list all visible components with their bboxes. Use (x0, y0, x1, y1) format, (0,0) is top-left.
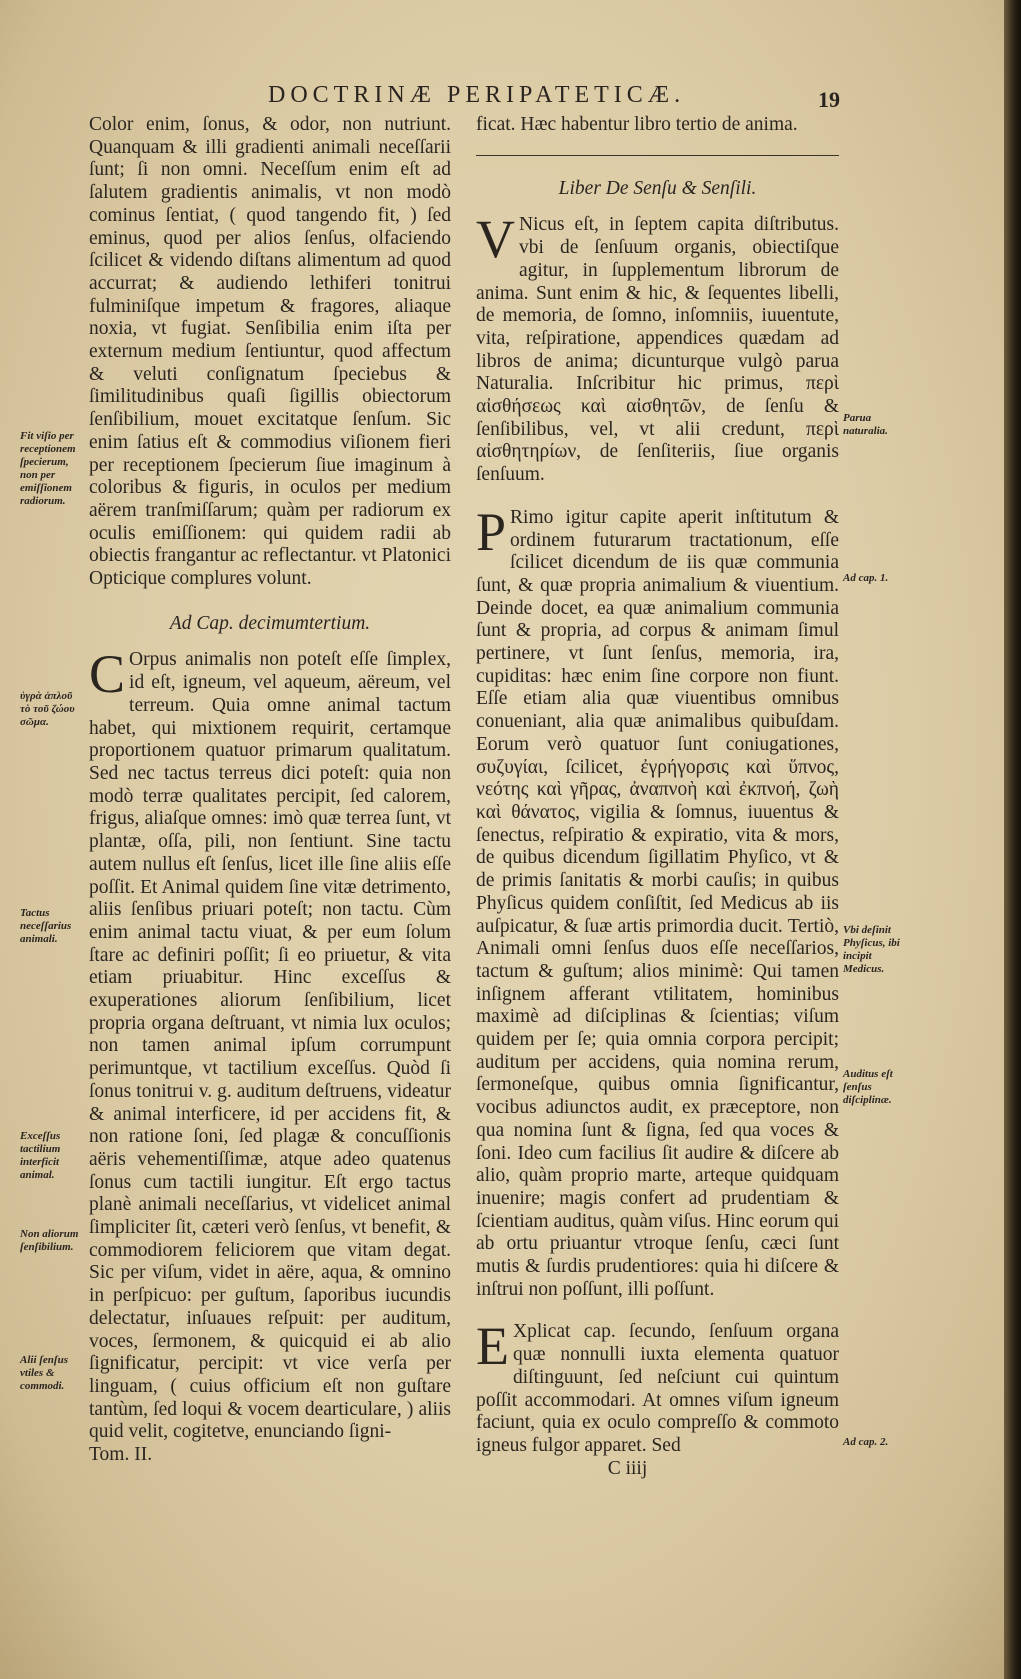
book-spine-shadow (1004, 0, 1021, 1679)
right-paragraph-continuation: ficat. Hæc habentur libro tertio de anima. (476, 114, 798, 135)
margin-note-parua: Parua naturalia. (843, 412, 888, 437)
right-paragraph-1-text: Nicus eſt, in ſeptem capita diſtributus. vbi de ſenſuum organis, obiectiſque agitur, in ſupplementum librorum de anima. Sunt enim & hic, & ſequentes libelli, de memoria, de ſomno, inſomniis, iuuentute, vita, reſpiratione, appendices quædam ad libros de anima; dicunturque vulgò parua Naturalia. Inſcribitur hic primus, περὶ αἰσθήσεως καὶ αἰσθητῶν, de ſenſu & ſenſibilibus, vel, vt alii credunt, περὶ αἰσθητηρίων, de ſenſiteriis, ſiue organis ſenſuum. (476, 214, 839, 486)
margin-note-alii-sensus: Alii ſenſus vtiles & commodi. (20, 1354, 68, 1392)
left-paragraph-2-text: Orpus animalis non poteſt eſſe ſimplex, id eſt, igneum, vel aqueum, aëreum, vel terreum. Quia omne animal tactum habet, qui mixtionem requirit, certamque proportionem quatuor primarum qualitatum. Sed nec tactus terreus dici poteſt: quia non modò terræ qualitates percipit, ſed calorem, frigus, aliaſque omnes: imò quæ terrea ſunt, vt plantæ, oſſa, pili, non ſentiunt. Sine tactu autem nullus eſt ſenſus, licet ille ſine aliis eſſe poſſit. Et Animal quidem ſine vitæ detrimento, aliis ſenſibus priuari poteſt; non tactu. Cùm enim animal tactu viuat, & per eum ſolum ſtare ac definiri poſſit; ſi eo priuetur, & vita etiam priuabitur. Hinc exceſſus & exuperationes aliorum ſenſibilium, licet propria organa deſtruant, vt nimia lux oculos; non tamen animal ipſum corrumpunt perimuntque, vt tactilium exceſſus. Quòd ſi ſonus tonitrui v. g. auditum deſtruens, videatur & animal interficere, id per accidens fit, & non ratione ſoni, ſed plagæ & concuſſionis aëris vehementiſſimæ, atque adeo quatenus ſonus cum tactili iungitur. Eſt ergo tactus planè animali neceſſarius, vt videlicet animal ſimpliciter ſit, cæteri verò ſenſus, vt benefit, & commodiorem feliciorem que vitam degat. Sic per viſum, videt in aëre, aqua, & omnino in perſpicuo: per guſtum, ſaporibus iucundis delectatur, inſuaues reſpuit: per auditum, voces, ſermonem, & quicquid ei ab alio ſignificatur, percipit: vt vice verſa per linguam, ( cuius officium eſt non guſtare tantùm, ſed loqui & vocem dearticulare, ) aliis quid velit, cogitetve, enunciando ſigni- (89, 649, 451, 1443)
margin-note-excessus: Exceſſus tactilium interficit animal. (20, 1130, 61, 1181)
drop-cap-e: E (476, 1316, 509, 1377)
margin-note-visio: Fit viſio per receptionem ſpecierum, non per emiſſionem radiorum. (20, 430, 76, 507)
left-text-column (89, 114, 451, 1467)
book-heading-right: Liber De Senſu & Senſili. (558, 177, 757, 199)
section-divider (476, 155, 839, 156)
drop-cap-p: P (476, 501, 507, 562)
left-paragraph-1: Color enim, ſonus, & odor, non nutriunt. Quanquam & illi gradienti animali neceſſarii ſunt; ſi non omni. Neceſſum enim eſt ad ſalutem gradientis animalis, vt non modò cominus ſentiat, ( quod tangendo fit, ) ſed eminus, quod per alios ſenſus, olfaciendo ſcilicet & videndo diſtans alimentum ad quod accurrat; & audiendo lethiferi tonitrui fulminiſque impetum & fragores, aliaque noxia, vt fugiat. Senſibilia enim iſta per externum medium ſentiuntur, quod affectum & veluti conſignatum ſpeciebus & ſimilitudinibus quaſi ſigillis obiectorum ſenſibilium, mouet excitatque ſenſum. Sic enim ſatius eſt & commodius viſionem fieri per receptionem ſpecierum ſiue imaginum à coloribus & figuris, in oculos per medium aërem tranſmiſſarum; quàm per radiorum ex oculis emiſſionem: qui quidem radii ab obiectis frangantur ac reflectantur. vt Platonici Opticique complures volunt. (89, 114, 451, 590)
left-paragraph-2 (89, 644, 451, 1444)
drop-cap-c: C (89, 644, 126, 705)
right-text-column (476, 114, 839, 1480)
running-header: DOCTRINÆ PERIPATETICÆ. (268, 82, 686, 108)
drop-cap-v: V (476, 209, 515, 270)
margin-note-tactus: Tactus neceſſarius animali. (20, 907, 72, 945)
margin-note-ad-cap-2: Ad cap. 2. (843, 1436, 889, 1448)
right-paragraph-1 (476, 209, 839, 486)
margin-note-greek: ὑγρὰ ἁπλοῦ τὸ τοῦ ζώου σῶμα. (20, 690, 75, 728)
margin-note-auditus: Auditus eſt ſenſus diſciplinæ. (843, 1068, 893, 1106)
margin-note-medicus: Vbi deſinit Phyſicus, ibi incipit Medicus. (843, 924, 900, 975)
margin-note-non-aliorum: Non aliorum ſenſibilium. (20, 1228, 79, 1253)
volume-catchword: Tom. II. (89, 1444, 153, 1466)
chapter-heading-left: Ad Cap. decimumtertium. (169, 612, 371, 634)
signature-mark: C iiij (607, 1457, 648, 1479)
right-paragraph-3-text: Xplicat cap. ſecundo, ſenſuum organa quæ nonnulli iuxta elementa quatuor diſtinguunt, ſed neſciunt cui quintum poſſit accommodari. At omnes viſum igneum faciunt, quia ex oculo compreſſo & commoto igneus fulgor apparet. Sed (476, 1321, 839, 1456)
margin-note-ad-cap-1: Ad cap. 1. (843, 572, 889, 584)
right-paragraph-2 (476, 501, 839, 1302)
page-number: 19 (818, 87, 840, 112)
right-paragraph-3 (476, 1316, 839, 1457)
right-paragraph-2-text: Rimo igitur capite aperit inſtitutum & ordinem futurarum tractationum, eſſe ſcilicet dicendum de iis quæ communia ſunt, & quæ propria animalium & viuentium. Deinde docet, ea quæ animalium communia ſunt & propria, ad corpus & animam ſimul pertinere, vt ſunt ſenſus, memoria, ira, cupiditas: hæc enim ſine corpore non fiunt. Eſſe etiam alia quæ viuentibus omnibus conueniant, alia quæ animalibus quibuſdam. Eorum verò quatuor ſunt coniugationes, συζυγίαι, ſcilicet, ἐγρήγορσις καὶ ὕπνος, νεότης καὶ γῆρας, ἀναπνοὴ καὶ ἐκπνοή, ζωὴ καὶ θάνατος, vigilia & ſomnus, iuuentus & ſenectus, reſpiratio & expiratio, vita & mors, de quibus dicendum ſigillatim Phyſico, vt & de primis ſanitatis & morbi cauſis; in quibus Phyſicus quidem conſiſtit, ſed Medicus ab iis auſpicatur, & ſuæ artis primordia ducit. Tertiò, Animali omni ſenſus duos eſſe neceſſarios, tactum & guſtum; alios minimè: Qui tamen inſignem afferant vtilitatem, hominibus maximè ad diſciplinas & ſcientias; viſum quidem per ſe; quia omnia corpora percipit; auditum per accidens, quia nomina rerum, ſermoneſque, quibus omnia ſignificantur, vocibus adiunctos audit, ex præceptore, non qua nomina ſunt & ſigna, ſed qua voces & ſoni. Ideo cum facilius ſit audire & diſcere ab alio, quàm proprio marte, arteque quidquam inuenire; magis confert ad prudentiam & ſcientiam auditus, quàm viſus. Hinc eorum qui ab ortu priuantur vtroque ſenſu, cæci ſunt mutis & ſurdis prudentiores: quia hi diſcere & inſtrui non poſſunt, illi poſſunt. (476, 506, 839, 1300)
